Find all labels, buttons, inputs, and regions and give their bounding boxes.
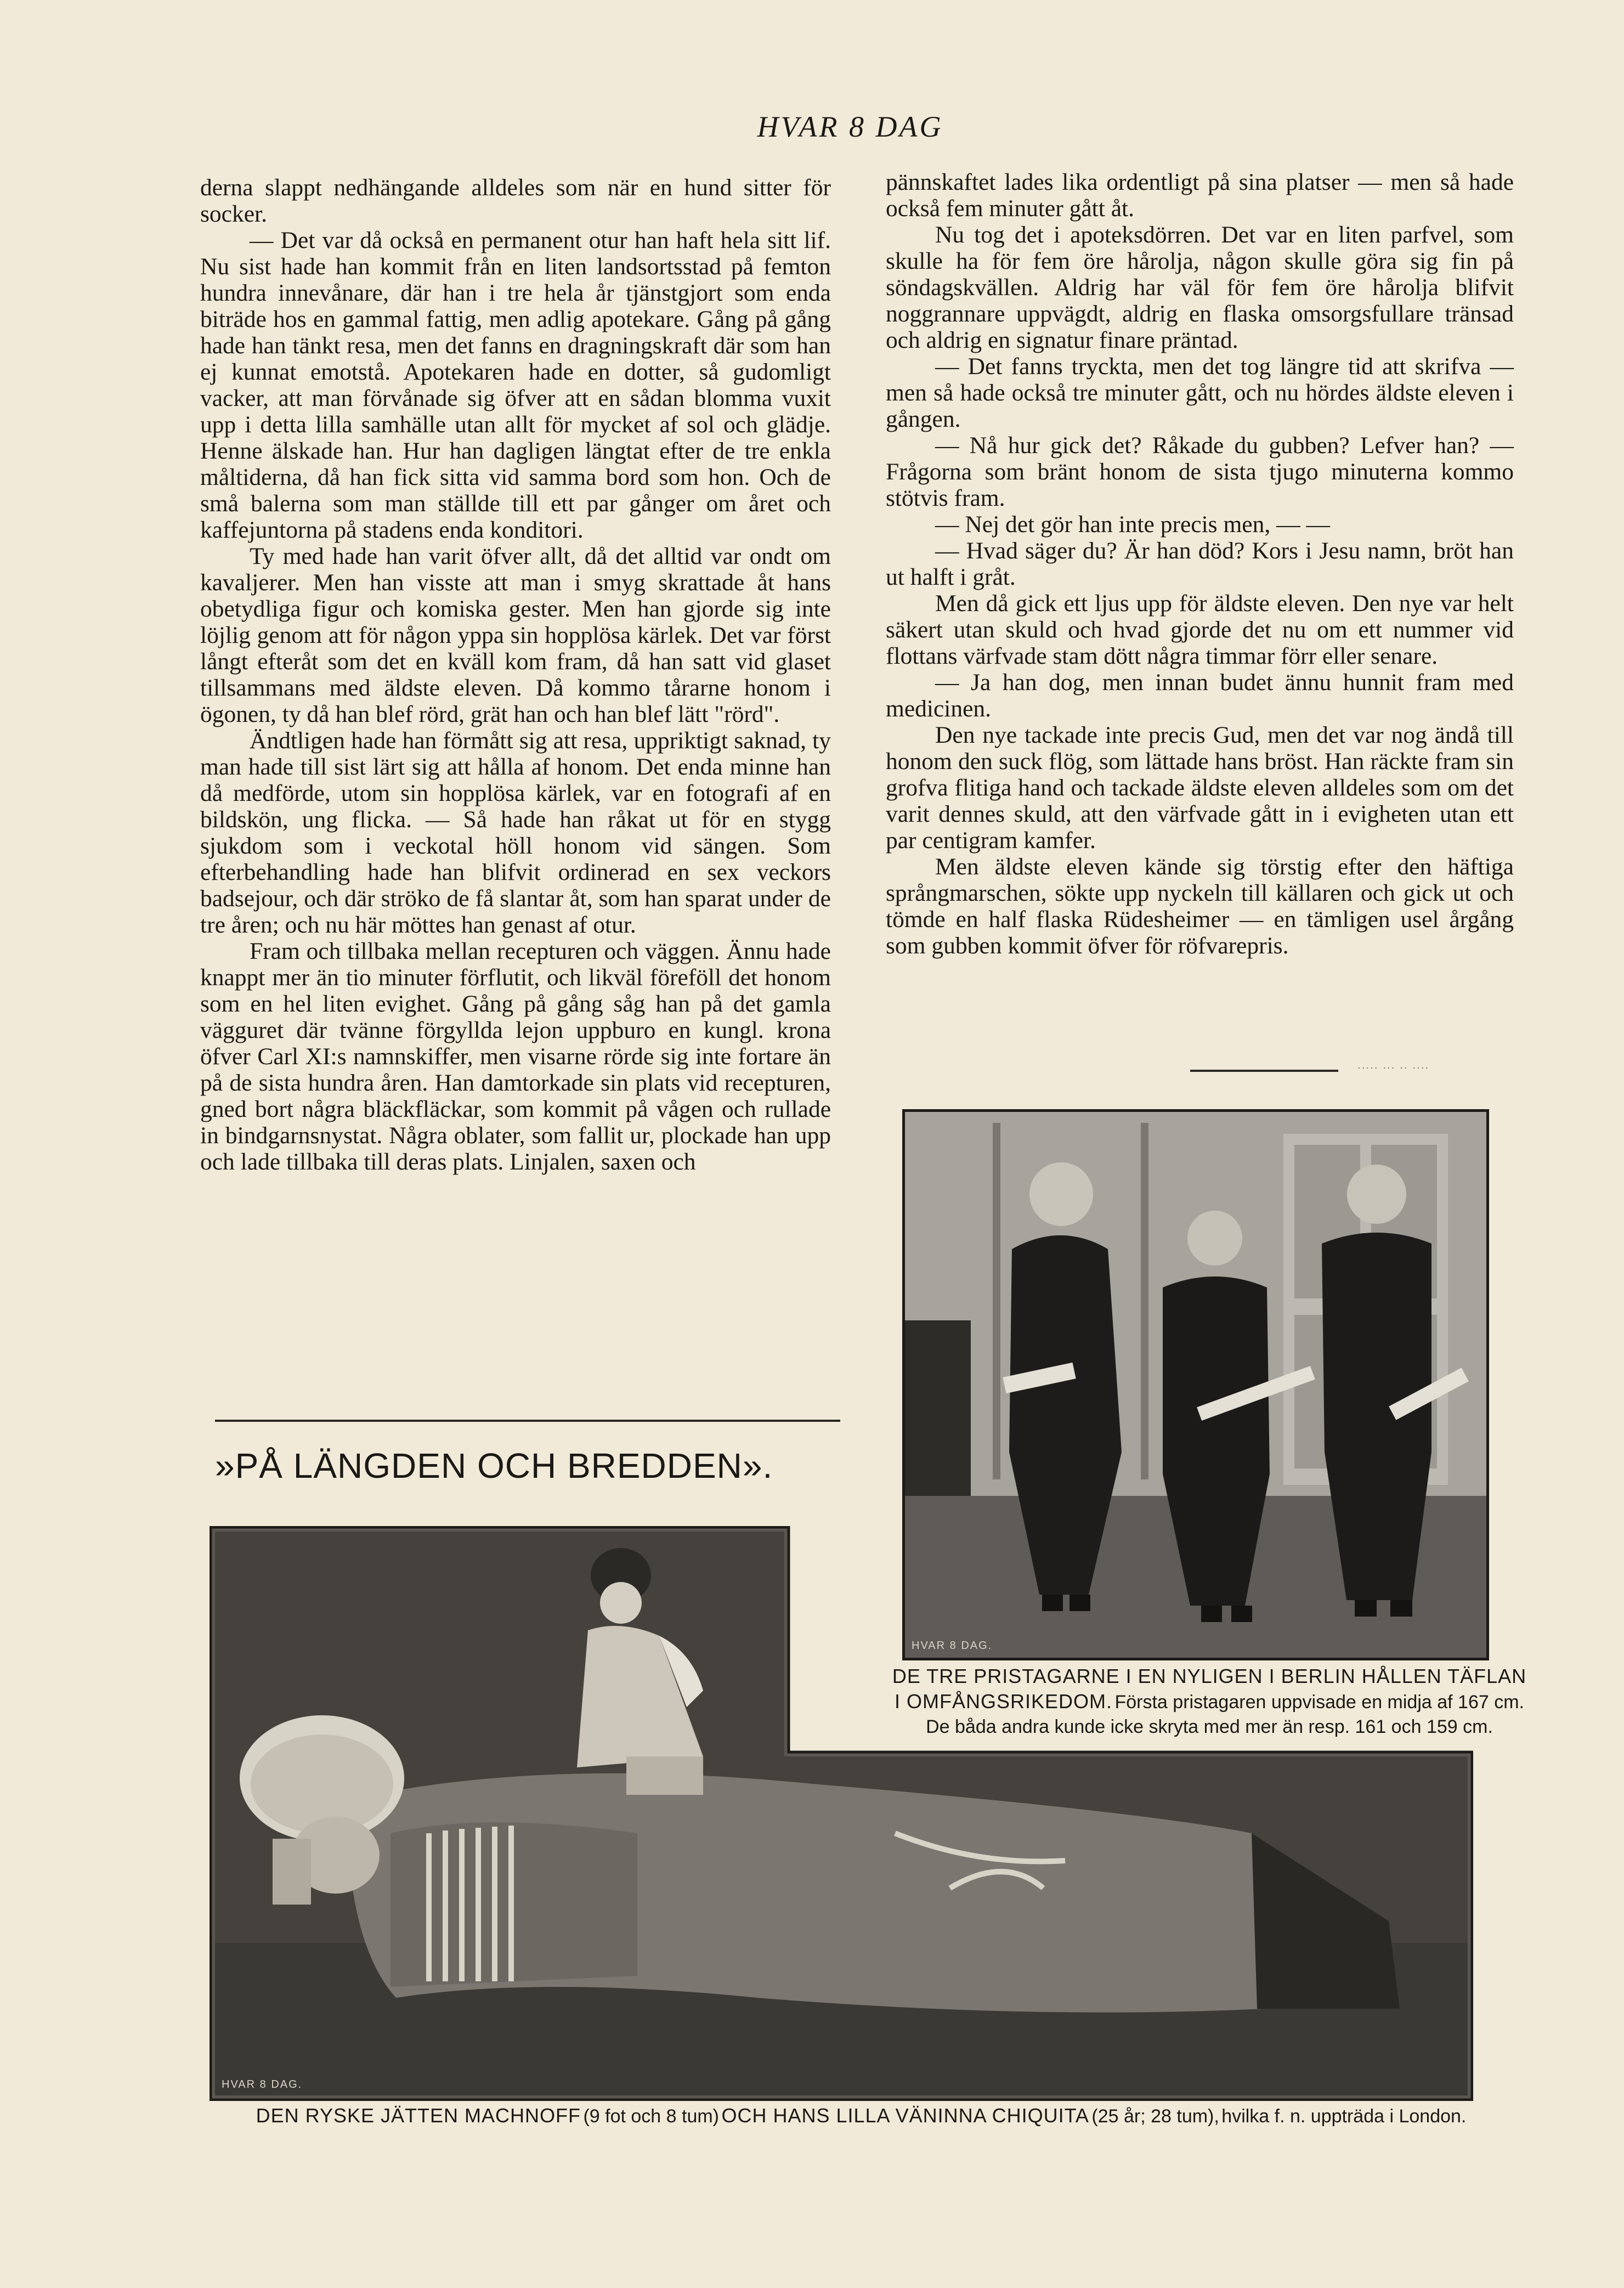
paragraph: — Nej det gör han inte precis men, — — [935, 511, 1330, 538]
photo-giant-and-chiquita [210, 1526, 1473, 2101]
caption-caps: OCH HANS LILLA VÄNINNA CHIQUITA [721, 2104, 1089, 2127]
photo-credit: HVAR 8 DAG. [222, 2078, 303, 2091]
paragraph: — Nå hur gick det? Råkade du gubben? Lefver han? — Frågorna som bränt honom de sista tjugo minuterna kommo stötvis fram. [886, 432, 1514, 511]
paragraph: Den nye tackade inte precis Gud, men det var nog ändå till honom den suck flög, som lättade hans bröst. Han räckte fram sin grofva flitiga hand och tackade äldste eleven alldeles som om det varit dennes skuld, att den värfvade gått in i evigheten utan ett par centigram kamfer. [886, 722, 1514, 854]
paragraph: Men då gick ett ljus upp för äldste eleven. Den nye var helt säkert utan skuld och hvad gjorde det nu om ett nummer vid flottans värfvade stam dött några timmar förr eller senare. [886, 590, 1514, 669]
ornament: ····· ··· ·· ···· [1357, 1063, 1430, 1074]
caption-text: Första pristagaren uppvisade en midja af 167 cm. De båda andra kunde icke skryta med mer än resp. 161 och 159 cm. [926, 1692, 1524, 1737]
caption-caps: DEN RYSKE JÄTTEN MACHNOFF [256, 2104, 581, 2127]
section-divider-rule [215, 1420, 840, 1422]
caption-paren: (25 år; 28 tum), [1091, 2106, 1219, 2127]
paragraph: Ändtligen hade han förmått sig att resa, uppriktigt saknad, ty man hade till sist lärt sig att hålla af honom. Det enda minne han då medförde, utom sin hopplösa kärlek, var en fotografi af en bildskön, ung flicka. — Så hade han råkat ut för en stygg sjukdom som i veckotal höll honom vid sängen. Som efterbehandling hade han blifvit ordinerad en sex veckors badsejour, och där ströko de få slantar åt, som han sparat under de tre åren; och nu här möttes han genast af otur. [200, 727, 831, 938]
paragraph: derna slappt nedhängande alldeles som när en hund sitter för socker. [200, 174, 831, 227]
paragraph: — Det fanns tryckta, men det tog längre tid att skrifva — men så hade också tre minuter gått, och nu hördes äldste eleven i gången. [886, 353, 1514, 432]
photo-giant-and-chiquita-image [210, 1526, 1473, 2101]
caption-text: hvilka f. n. uppträda i London. [1221, 2106, 1467, 2127]
paragraph: — Det var då också en permanent otur han haft hela sitt lif. Nu sist hade han kommit från en liten landsortsstad på femton hundra innevånare, där han i tre hela år tjänstgjort som enda biträde hos en gammal fattig, men adlig apotekare. Gång på gång hade han tänkt resa, men det fanns en dragningskraft där som han ej kunnat emotstå. Apotekaren hade en dotter, så gudomligt vacker, att man förvånade sig öfver att en sådan blomma vuxit upp i detta lilla samhälle utan allt för mycket af sol och glädje. Henne älskade han. Hur han dagligen längtat efter de tre enkla måltiderna, då han fick sitta vid samma bord som hon. Och de små balerna som man ställde till ett par gånger om året och kaffejuntorna på stadens enda konditori. [200, 227, 831, 543]
paragraph: Ty med hade han varit öfver allt, då det alltid var ondt om kavaljerer. Men han visste att man i smyg skrattade åt hans obetydliga figur och komiska gester. Men han gjorde sig inte löjlig genom att för någon yppa sin hopplösa kärlek. Det var först långt efteråt som det en kväll kom fram, då han satt vid glaset tillsammans med äldste eleven. Då kommo tårarne honom i ögonen, ty då han blef rörd, grät han och han blef lätt "rörd". [200, 543, 831, 727]
paragraph: Fram och tillbaka mellan recepturen och väggen. Ännu hade knappt mer än tio minuter förflutit, och likväl föreföll det honom som en hel liten evighet. Gång på gång såg han på det gamla vägguret där tvänne förgyllda lejon uppburo en kungl. krona öfver Carl XI:s namnskiffer, men visarne rörde sig inte fortare än på de sista hundra åren. Han damtorkade sin plats vid recepturen, gned bort några bläckfläckar, som kommit på vågen och rullade in bindgarnsnystat. Några oblater, som fallit ur, plockade han upp och lade tillbaka till deras plats. Linjalen, saxen och [200, 938, 831, 1175]
caption-caps: DE TRE PRISTAGARNE I EN NYLIGEN I BERLIN HÅLLEN TÄFLAN I OMFÅNGSRIKEDOM. [892, 1665, 1527, 1713]
paragraph: Nu tog det i apoteksdörren. Det var en liten parfvel, som skulle ha för fem öre hårolja, någon skulle göra sig fin på söndagskvällen. Aldrig har väl för fem öre hårolja blifvit noggrannare uppvägdt, aldrig en flaska omsorgsfullare tränsad och aldrig en signatur finare präntad. [886, 222, 1514, 353]
right-text-column [886, 169, 1514, 959]
photo-credit: HVAR 8 DAG. [912, 1640, 993, 1652]
photo-bottom-caption [208, 2105, 1514, 2131]
paragraph: — Hvad säger du? Är han död? Kors i Jesu namn, bröt han ut halft i gråt. [886, 538, 1514, 590]
caption-paren: (9 fot och 8 tum) [583, 2106, 719, 2127]
paragraph: Men äldste eleven kände sig törstig efter den häftiga språngmarschen, sökte upp nyckeln till källaren och gick ut och tömde en half flaska Rüdesheimer — en tämligen usel årgång som gubben kommit öfver för röfvarepris. [886, 854, 1514, 959]
section-title: »PÅ LÄNGDEN OCH BREDDEN». [215, 1446, 773, 1485]
left-text-column [200, 174, 831, 1175]
running-header: HVAR 8 DAG [757, 110, 943, 143]
paragraph: pännskaftet lades lika ordentligt på sina platser — men så hade också fem minuter gått åt. [886, 169, 1514, 222]
article-end-rule [1190, 1070, 1338, 1072]
paragraph: — Ja han dog, men innan budet ännu hunnit fram med medicinen. [886, 669, 1514, 722]
